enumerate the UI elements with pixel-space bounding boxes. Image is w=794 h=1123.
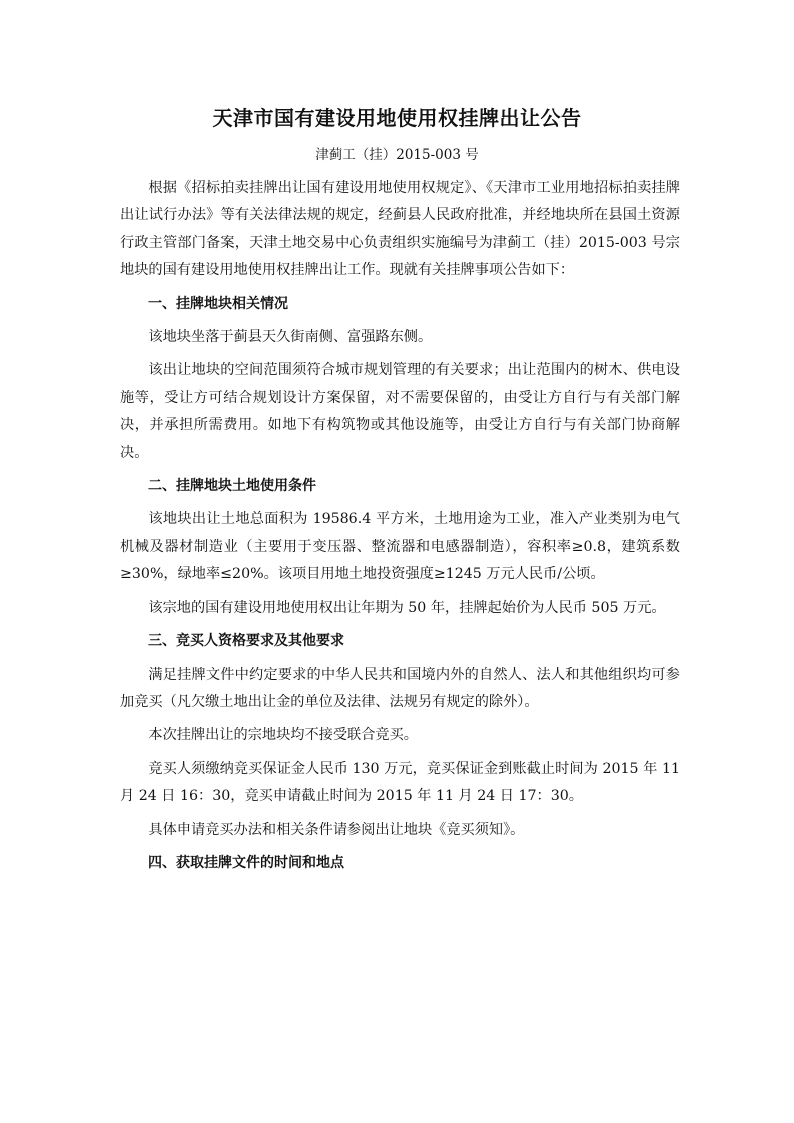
section-3-paragraph-2: 本次挂牌出让的宗地块均不接受联合竞买。 <box>148 727 418 744</box>
page-title: 天津市国有建设用地使用权挂牌出让公告 <box>212 106 582 130</box>
section-3-paragraph-3: 竞买人须缴纳竞买保证金人民币 130 万元，竞买保证金到账截止时间为 2015 年 11 月 24 日 16：30，竞买申请截止时间为 2015 年 11 月 24 日 17：30。 <box>120 760 680 805</box>
section-2-heading: 二、挂牌地块土地使用条件 <box>148 478 316 495</box>
section-2-paragraph-1: 该地块出让土地总面积为 19586.4 平方米，土地用途为工业，准入产业类别为电气机械及器材制造业（主要用于变压器、整流器和电感器制造），容积率≥0.8，建筑系数≥30%，绿地率≤20%。该项目用地土地投资强度≥1245 万元人民币/公顷。 <box>120 511 680 583</box>
section-3-paragraph-1: 满足挂牌文件中约定要求的中华人民共和国境内外的自然人、法人和其他组织均可参加竞买（凡欠缴土地出让金的单位及法律、法规另有规定的除外）。 <box>120 666 680 710</box>
section-4-heading: 四、获取挂牌文件的时间和地点 <box>148 854 344 871</box>
section-2-paragraph-2: 该宗地的国有建设用地使用权出让年期为 50 年，挂牌起始价为人民币 505 万元。 <box>148 599 666 616</box>
document-number: 津蓟工（挂）2015-003 号 <box>315 147 479 163</box>
section-1-paragraph-2: 该出让地块的空间范围须符合城市规划管理的有关要求；出让范围内的树木、供电设施等，受让方可结合规划设计方案保留，对不需要保留的，由受让方自行与有关部门解决，并承担所需费用。如地下有构筑物或其他设施等，由受让方自行与有关部门协商解决。 <box>120 362 680 461</box>
document-body <box>120 175 680 883</box>
section-3-heading: 三、竞买人资格要求及其他要求 <box>148 633 344 650</box>
section-3-paragraph-4: 具体申请竞买办法和相关条件请参阅出让地块《竞买须知》。 <box>148 821 525 838</box>
intro-paragraph: 根据《招标拍卖挂牌出让国有建设用地使用权规定》、《天津市工业用地招标拍卖挂牌出让试行办法》等有关法律法规的规定，经蓟县人民政府批准，并经地块所在县国土资源行政主管部门备案，天津土地交易中心负责组织实施编号为津蓟工（挂）2015-003 号宗地块的国有建设用地使用权挂牌出让工作。现就有关挂牌事项公告如下： <box>120 180 680 279</box>
section-1-heading: 一、挂牌地块相关情况 <box>148 295 288 312</box>
section-1-paragraph-1: 该地块坐落于蓟县天久街南侧、富强路东侧。 <box>148 329 433 346</box>
